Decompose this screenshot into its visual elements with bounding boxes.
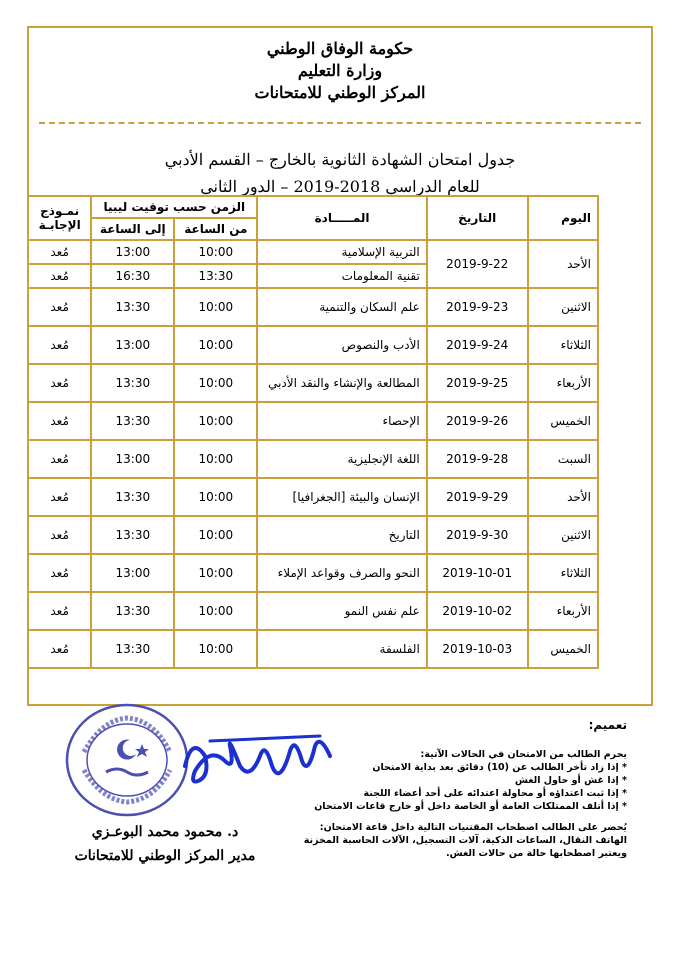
cell-model: مُعد [28,516,91,554]
official-seal [62,700,192,820]
signatory-name: د. محمود محمد البوعـزي [91,824,239,840]
cell-date: 2019-9-28 [427,440,528,478]
cell-to: 13:30 [91,478,174,516]
cell-subject: علم نفس النمو [257,592,426,630]
header-to-time: إلى الساعة [91,218,174,240]
cell-from: 10:00 [174,592,257,630]
cell-from: 10:00 [174,478,257,516]
cell-model: مُعد [28,440,91,478]
cell-from: 10:00 [174,364,257,402]
notice-line: الهاتف النقال، الساعات الذكية، آلات التسجيل، الآلات الحاسبة المخزنة [303,835,627,846]
cell-day: الثلاثاء [528,554,598,592]
cell-to: 13:00 [91,440,174,478]
title-line-1: جدول امتحان الشهادة الثانوية بالخارج – القسم الأدبي [164,150,516,169]
cell-from: 10:00 [174,402,257,440]
cell-date: 2019-10-01 [427,554,528,592]
signatory-block [50,820,280,868]
cell-date: 2019-10-02 [427,592,528,630]
ministry-header [29,38,651,104]
notice-title: تعميم: [588,718,627,732]
header-answer-model: نمـوذج الإجابـة [28,196,91,240]
signatory-role: مدير المركز الوطني للامتحانات [74,848,256,864]
cell-from: 10:00 [174,288,257,326]
header-divider [39,122,641,124]
cell-subject: المطالعة والإنشاء والنقد الأدبي [257,364,426,402]
header-subject: المـــــادة [257,196,426,240]
cell-subject: النحو والصرف وقواعد الإملاء [257,554,426,592]
cell-model: مُعد [28,288,91,326]
cell-model: مُعد [28,592,91,630]
cell-subject: الأدب والنصوص [257,326,426,364]
cell-subject: علم السكان والتنمية [257,288,426,326]
notice-line: يحرم الطالب من الامتحان في الحالات الآتية: [420,749,627,760]
cell-subject: التاريخ [257,516,426,554]
center-name: المركز الوطني للامتحانات [254,83,426,102]
cell-subject: تقنية المعلومات [257,264,426,288]
government-name: حكومة الوفاق الوطني [266,39,414,58]
header-from-time: من الساعة [174,218,257,240]
cell-to: 13:00 [91,240,174,264]
ministry-name: وزارة التعليم [297,61,383,80]
cell-to: 13:30 [91,630,174,668]
cell-subject: الإنسان والبيئة [الجغرافيا] [257,478,426,516]
cell-day: الخميس [528,630,598,668]
title-line-2: للعام الدراسي 2018-2019 – الدور الثاني [200,177,480,196]
cell-day: الأحد [528,240,598,288]
cell-date: 2019-9-22 [427,240,528,288]
cell-subject: الفلسفة [257,630,426,668]
cell-day: الاثنين [528,288,598,326]
cell-date: 2019-9-30 [427,516,528,554]
cell-day: الأحد [528,478,598,516]
header-day: اليوم [528,196,598,240]
cell-date: 2019-9-24 [427,326,528,364]
notice-line: * إذا زاد تأخر الطالب عن (10) دقائق بعد بداية الامتحان [372,762,627,773]
document-title [29,146,651,200]
cell-model: مُعد [28,554,91,592]
cell-model: مُعد [28,364,91,402]
cell-from: 13:30 [174,264,257,288]
cell-to: 13:30 [91,288,174,326]
cell-to: 13:30 [91,364,174,402]
cell-day: الثلاثاء [528,326,598,364]
cell-day: الأربعاء [528,592,598,630]
cell-day: الأربعاء [528,364,598,402]
notice-line: يُحضر على الطالب اصطحاب المقتنيات التالية داخل قاعة الامتحان: [319,822,627,833]
cell-model: مُعد [28,326,91,364]
notice-section [257,718,627,860]
cell-subject: اللغة الإنجليزية [257,440,426,478]
cell-date: 2019-10-03 [427,630,528,668]
cell-day: الاثنين [528,516,598,554]
cell-model: مُعد [28,240,91,264]
notice-line: * إذا ثبت اعتداؤه أو محاولة اعتدائه على أحد أعضاء اللجنة [363,788,627,799]
cell-date: 2019-9-26 [427,402,528,440]
cell-from: 10:00 [174,440,257,478]
cell-date: 2019-9-25 [427,364,528,402]
cell-from: 10:00 [174,516,257,554]
notice-line: * إذا أتلف الممتلكات العامة أو الخاصة داخل أو خارج قاعات الامتحان [314,801,627,812]
header-date: التاريخ [427,196,528,240]
exam-schedule-table [27,195,599,669]
cell-subject: الإحصاء [257,402,426,440]
cell-from: 10:00 [174,630,257,668]
cell-from: 10:00 [174,554,257,592]
cell-day: السبت [528,440,598,478]
cell-to: 13:30 [91,402,174,440]
cell-day: الخميس [528,402,598,440]
cell-model: مُعد [28,402,91,440]
cell-date: 2019-9-23 [427,288,528,326]
cell-date: 2019-9-29 [427,478,528,516]
notice-line: ويعتبر اصطحابها حالة من حالات الغش. [446,848,627,859]
cell-subject: التربية الإسلامية [257,240,426,264]
cell-from: 10:00 [174,240,257,264]
cell-model: مُعد [28,264,91,288]
cell-to: 13:00 [91,554,174,592]
cell-to: 13:00 [91,326,174,364]
cell-model: مُعد [28,630,91,668]
cell-from: 10:00 [174,326,257,364]
header-time-group: الزمن حسب توقيت ليبيا [91,196,257,218]
cell-model: مُعد [28,478,91,516]
cell-to: 13:30 [91,516,174,554]
cell-to: 13:30 [91,592,174,630]
cell-to: 16:30 [91,264,174,288]
notice-line: * إذا غش أو حاول الغش [514,775,627,786]
